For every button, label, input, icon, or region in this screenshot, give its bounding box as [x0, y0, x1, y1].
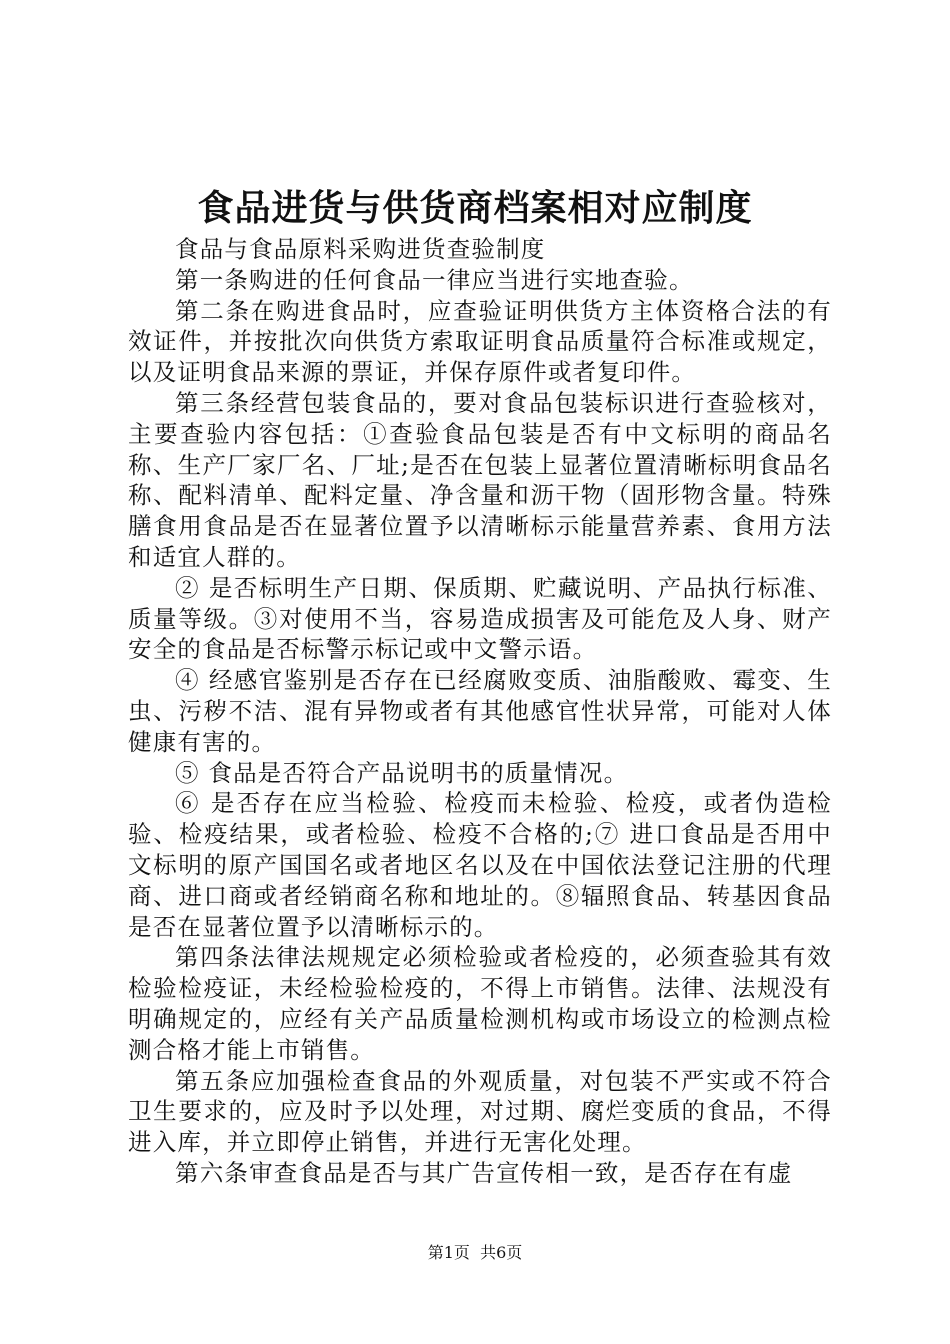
paragraph-article-2: 第二条在购进食品时，应查验证明供货方主体资格合法的有效证件，并按批次向供货方索取证明食品质量符合标准或规定，以及证明食品来源的票证，并保存原件或者复印件。 — [128, 296, 832, 387]
page-number: 第1页 共6页 — [427, 1243, 523, 1262]
page-footer — [0, 1242, 950, 1264]
paragraph-item-4: ④ 经感官鉴别是否存在已经腐败变质、油脂酸败、霉变、生虫、污秽不洁、混有异物或者有其他感官性状异常，可能对人体健康有害的。 — [128, 666, 832, 756]
paragraph-article-4: 第四条法律法规规定必须检验或者检疫的，必须查验其有效检验检疫证，未经检验检疫的，不得上市销售。法律、法规没有明确规定的，应经有关产品质量检测机构或市场设立的检测点检测合格才能上市销售。 — [128, 943, 832, 1064]
document-title: 食品进货与供货商档案相对应制度 — [197, 187, 753, 229]
paragraph-article-6: 第六条审查食品是否与其广告宣传相一致，是否存在有虚 — [175, 1158, 793, 1187]
paragraph-item-2: ② 是否标明生产日期、保质期、贮藏说明、产品执行标准、质量等级。③对使用不当，容易造成损害及可能危及人身、财产安全的食品是否标警示标记或中文警示语。 — [128, 573, 832, 664]
paragraph-item-6: ⑥ 是否存在应当检验、检疫而未检验、检疫，或者伪造检验、检疫结果，或者检验、检疫不合格的;⑦ 进口食品是否用中文标明的原产国国名或者地区名以及在中国依法登记注册的代理商、进口商或者经销商名称和地址的。⑧辐照食品、转基因食品是否在显著位置予以清晰标示的。 — [128, 789, 832, 941]
paragraph-article-5: 第五条应加强检查食品的外观质量，对包装不严实或不符合卫生要求的，应及时予以处理，对过期、腐烂变质的食品，不得进入库，并立即停止销售，并进行无害化处理。 — [128, 1066, 832, 1157]
paragraph-article-1: 第一条购进的任何食品一律应当进行实地查验。 — [175, 265, 694, 294]
paragraph-heading: 食品与食品原料采购进货查验制度 — [175, 235, 546, 263]
paragraph-article-3: 第三条经营包装食品的，要对食品包装标识进行查验核对，主要查验内容包括：①查验食品包装是否有中文标明的商品名称、生产厂家厂名、厂址;是否在包装上显著位置清晰标明食品名称、配料清单、配料定量、净含量和沥干物（固形物含量。特殊膳食用食品是否在显著位置予以清晰标示能量营养素、食用方法和适宜人群的。 — [128, 388, 832, 571]
paragraph-item-5: ⑤ 食品是否符合产品说明书的质量情况。 — [175, 758, 629, 787]
document-body — [128, 234, 832, 1189]
